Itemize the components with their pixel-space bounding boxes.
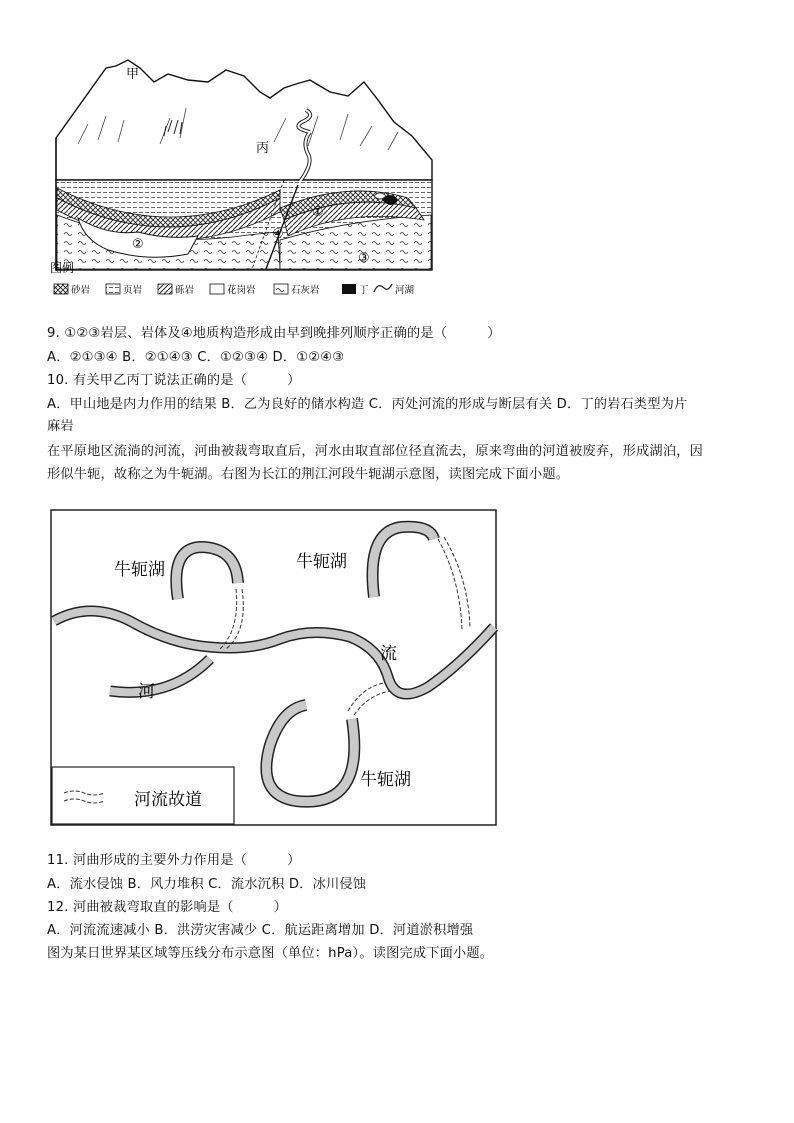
label-bing: 丙 (256, 141, 270, 156)
granite-swatch (210, 284, 224, 294)
river-label-he: 河 (138, 682, 155, 702)
river-lake-symbol (374, 284, 392, 292)
oxbow-label-1: 牛轭湖 (114, 560, 165, 580)
river-label-liu: 流 (380, 644, 397, 664)
oxbow-lake-diagram (50, 509, 498, 827)
ding-swatch (342, 284, 356, 294)
oxbow-label-2: 牛轭湖 (296, 552, 347, 572)
label-jia: 甲 (126, 67, 140, 82)
label-3: ③ (358, 251, 370, 266)
limestone-swatch (274, 284, 288, 294)
q12-options: A．河流流速减小 B．洪涝灾害减少 C．航运距离增加 D．河道淤积增强 (47, 923, 474, 938)
legend-conglomerate: 砾岩 (175, 285, 195, 296)
legend-ding: 丁 (359, 285, 369, 296)
q11-options: A．流水侵蚀 B．风力堆积 C．流水沉积 D．冰川侵蚀 (47, 877, 367, 892)
legend-granite: 花岗岩 (227, 285, 256, 296)
legend-shale: 页岩 (123, 285, 143, 296)
legend-row (54, 284, 415, 296)
passage-line1: 在平原地区流淌的河流，河曲被裁弯取直后，河水由取直部位径直流去，原来弯曲的河道被废弃，形成湖泊，因 (47, 444, 703, 459)
closing-line: 图为某日世界某区域等压线分布示意图（单位：hPa）。读图完成下面小题。 (47, 946, 494, 961)
oxbow-label-3: 牛轭湖 (360, 770, 411, 790)
q9-stem: 9. ①②③岩层、岩体及④地质构造形成由早到晚排列顺序正确的是（ ） (47, 326, 501, 341)
q11-stem: 11. 河曲形成的主要外力作用是（ ） (47, 853, 301, 868)
label-2: ② (132, 237, 144, 252)
q12-stem: 12. 河曲被裁弯取直的影响是（ ） (47, 900, 288, 915)
legend-old-channel: 河流故道 (134, 790, 202, 810)
legend-sandstone: 砂岩 (71, 285, 91, 296)
q10-options-line2: 麻岩 (47, 419, 74, 434)
sandstone-swatch (54, 284, 68, 294)
label-4: ④ (272, 227, 284, 242)
geology-block-diagram (48, 40, 448, 302)
legend-river-lake: 河湖 (395, 285, 415, 296)
legend-title: 图例 (50, 261, 75, 275)
q10-options-line1: A．甲山地是内力作用的结果 B．乙为良好的储水构造 C．丙处河流的形成与断层有关 D．丁的岩石类型为片 (47, 397, 688, 412)
q10-stem: 10. 有关甲乙丙丁说法正确的是（ ） (47, 373, 301, 388)
shale-swatch (106, 284, 120, 294)
oxbow-legend (52, 767, 234, 824)
conglomerate-swatch (158, 284, 172, 294)
legend-limestone: 石灰岩 (291, 285, 320, 296)
q9-options: A．②①③④ B．②①④③ C．①②③④ D．①②④③ (47, 350, 345, 365)
passage-line2: 形似牛轭，故称之为牛轭湖。右图为长江的荆江河段牛轭湖示意图，读图完成下面小题。 (47, 467, 570, 482)
label-1: ① (312, 205, 324, 220)
